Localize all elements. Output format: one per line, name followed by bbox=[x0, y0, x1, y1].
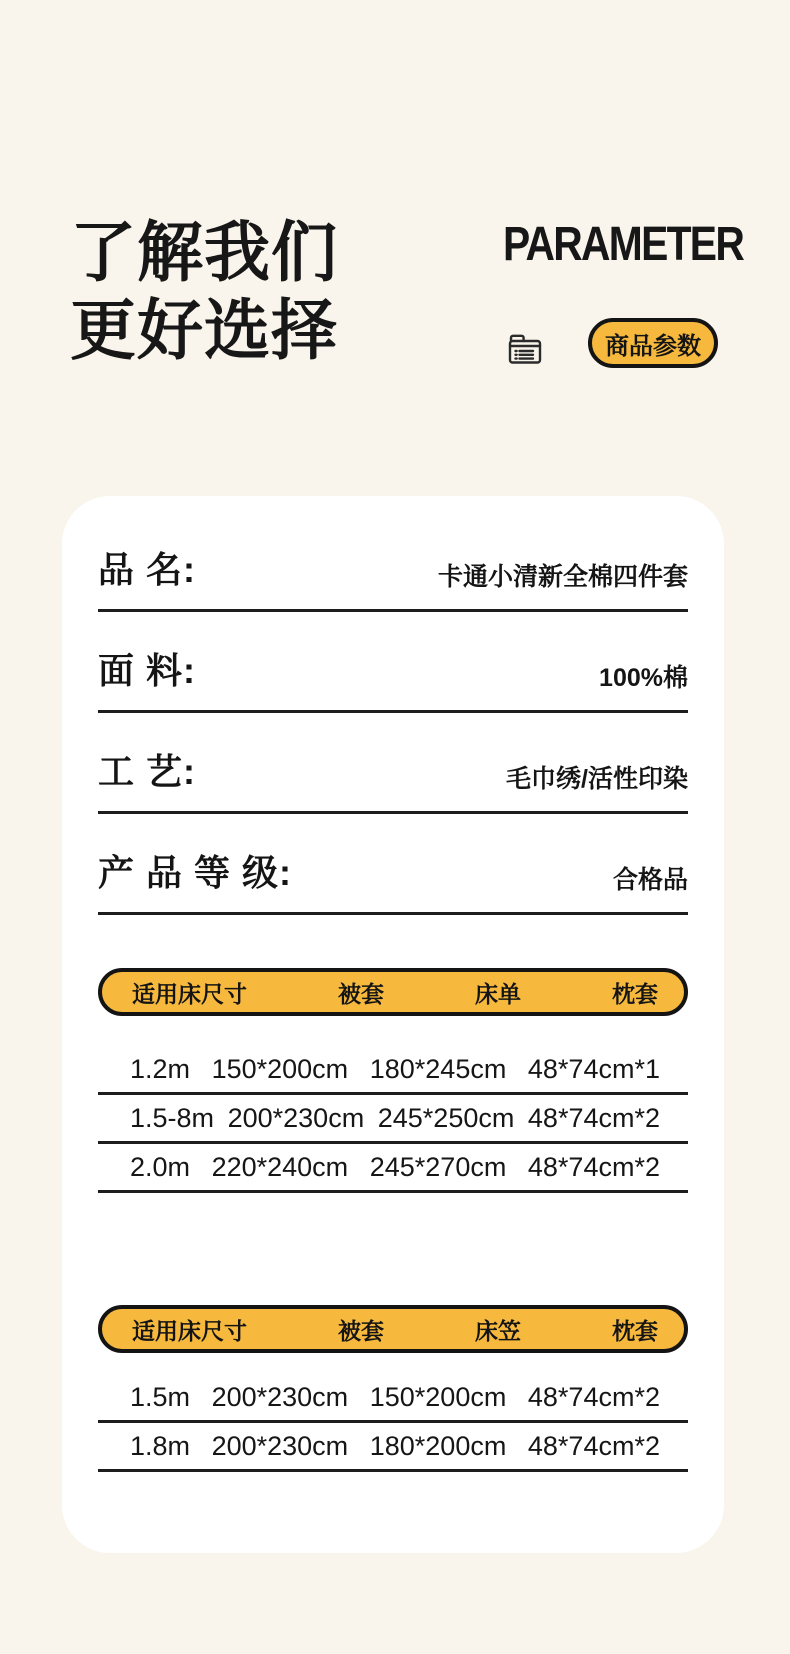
size-table-header-cell: 适用床尺寸 bbox=[132, 1317, 247, 1344]
spec-label: 工 艺: bbox=[98, 751, 196, 792]
size-table bbox=[98, 1374, 688, 1472]
spec-label: 产 品 等 级: bbox=[98, 852, 292, 893]
params-card bbox=[62, 496, 724, 1553]
size-cell: 48*74cm*2 bbox=[527, 1430, 660, 1461]
size-cell: 1.8m bbox=[130, 1430, 191, 1461]
parameter-wordmark: PARAMETER bbox=[503, 218, 744, 271]
size-cell: 180*245cm bbox=[369, 1053, 507, 1084]
size-cell: 200*230cm bbox=[211, 1381, 349, 1412]
size-table-row bbox=[98, 1046, 688, 1095]
size-table-header-bar bbox=[98, 968, 688, 1016]
size-cell: 220*240cm bbox=[211, 1151, 349, 1182]
size-table-row bbox=[98, 1144, 688, 1193]
size-cell: 48*74cm*1 bbox=[527, 1053, 660, 1084]
size-cell: 2.0m bbox=[130, 1151, 191, 1182]
page-title bbox=[70, 213, 338, 369]
page-title-line2: 更好选择 bbox=[70, 293, 338, 367]
size-cell: 48*74cm*2 bbox=[527, 1102, 660, 1133]
size-table bbox=[98, 1046, 688, 1193]
size-table-header-cell: 床笠 bbox=[475, 1317, 521, 1344]
spec-row bbox=[98, 612, 688, 713]
folder-list-icon bbox=[505, 331, 545, 367]
product-params-badge bbox=[588, 318, 718, 368]
spec-label: 面 料: bbox=[98, 650, 196, 691]
size-table-header-bar bbox=[98, 1305, 688, 1353]
size-cell: 200*230cm bbox=[227, 1102, 365, 1133]
page-title-line1: 了解我们 bbox=[70, 215, 338, 289]
size-table-row bbox=[98, 1095, 688, 1144]
size-table-header-cell: 适用床尺寸 bbox=[132, 980, 247, 1007]
size-table-row bbox=[98, 1374, 688, 1423]
size-cell: 150*200cm bbox=[369, 1381, 507, 1412]
size-table-header-cell: 床单 bbox=[475, 980, 521, 1007]
size-cell: 245*270cm bbox=[369, 1151, 507, 1182]
size-table-row bbox=[98, 1423, 688, 1472]
spec-row bbox=[98, 713, 688, 814]
size-cell: 48*74cm*2 bbox=[527, 1151, 660, 1182]
spec-value: 100%棉 bbox=[599, 664, 688, 692]
size-cell: 1.5m bbox=[130, 1381, 191, 1412]
size-table-header-cell: 枕套 bbox=[612, 1317, 658, 1344]
size-cell: 245*250cm bbox=[377, 1102, 515, 1133]
product-params-badge-label: 商品参数 bbox=[605, 332, 701, 360]
size-cell: 200*230cm bbox=[211, 1430, 349, 1461]
size-cell: 150*200cm bbox=[211, 1053, 349, 1084]
size-cell: 1.5-8m bbox=[130, 1102, 215, 1133]
spec-row bbox=[98, 496, 688, 612]
size-table-header-cell: 枕套 bbox=[612, 980, 658, 1007]
spec-value: 卡通小清新全棉四件套 bbox=[437, 563, 688, 591]
size-table-header-cell: 被套 bbox=[338, 1317, 384, 1344]
size-cell: 180*200cm bbox=[369, 1430, 507, 1461]
spec-row bbox=[98, 814, 688, 915]
size-cell: 1.2m bbox=[130, 1053, 191, 1084]
spec-label: 品 名: bbox=[98, 549, 196, 590]
size-table-header-cell: 被套 bbox=[338, 980, 384, 1007]
spec-value: 毛巾绣/活性印染 bbox=[506, 765, 688, 793]
spec-value: 合格品 bbox=[612, 866, 688, 894]
size-cell: 48*74cm*2 bbox=[527, 1381, 660, 1412]
